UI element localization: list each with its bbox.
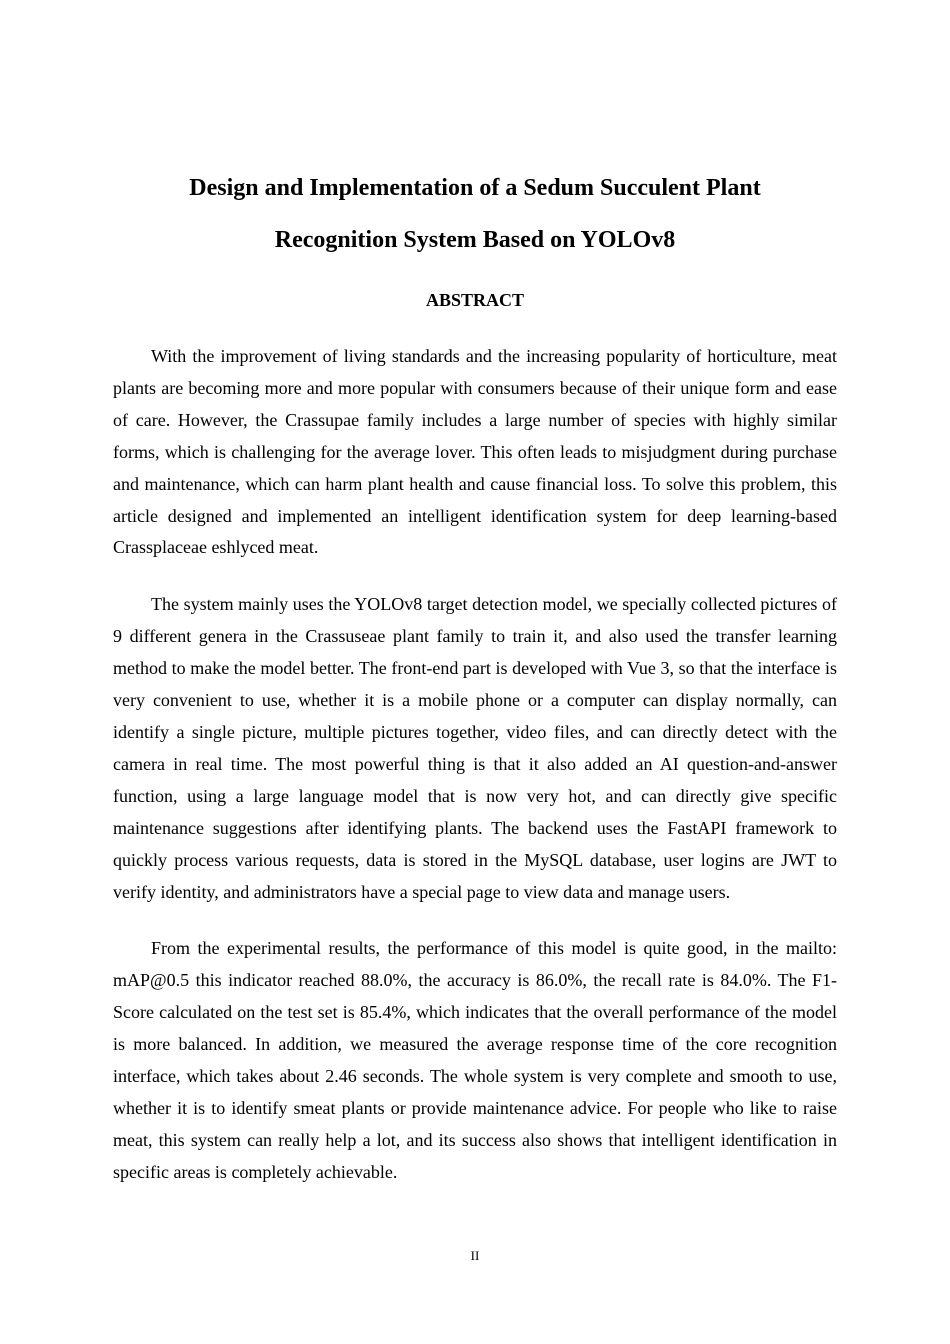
paper-title-line-2: Recognition System Based on YOLOv8 — [274, 227, 676, 253]
page-number: II — [470, 1248, 480, 1263]
abstract-paragraph-3: From the experimental results, the performance of this model is quite good, in the mailto: mAP@0.5 this indicator reached 88.0%, the accuracy is 86.0%, the recall rate is 84.0%. The F1-Score calculated on the test set is 85.4%, which indicates that the overall performance of the model is more balanced. In addition, we measured the average response time of the core recognition interface, which takes about 2.46 seconds. The whole system is very complete and smooth to use, whether it is to identify smeat plants or provide maintenance advice. For people who like to raise meat, this system can really help a lot, and its success also shows that intelligent identification in specific areas is completely achievable. — [113, 938, 837, 1182]
abstract-heading: ABSTRACT — [425, 290, 525, 310]
abstract-paragraph-2: The system mainly uses the YOLOv8 target detection model, we specially collected pictures of 9 different genera in the Crassuseae plant family to train it, and also used the transfer learning method to make the model better. The front-end part is developed with Vue 3, so that the interface is very convenient to use, whether it is a mobile phone or a computer can display normally, can identify a single picture, multiple pictures together, video files, and can directly detect with the camera in real time. The most powerful thing is that it also added an AI question-and-answer function, using a large language model that is now very hot, and can directly give specific maintenance suggestions after identifying plants. The backend uses the FastAPI framework to quickly process various requests, data is stored in the MySQL database, user logins are JWT to verify identity, and administrators have a special page to view data and manage users. — [113, 594, 837, 902]
abstract-body — [113, 341, 837, 1214]
abstract-paragraph-1: With the improvement of living standards and the increasing popularity of horticulture, meat plants are becoming more and more popular with consumers because of their unique form and ease of care. However, the Crassupae family includes a large number of species with highly similar forms, which is challenging for the average lover. This often leads to misjudgment during purchase and maintenance, which can harm plant health and cause financial loss. To solve this problem, this article designed and implemented an intelligent identification system for deep learning-based Crassplaceae eshlyced meat. — [113, 346, 837, 558]
paper-title-line-1: Design and Implementation of a Sedum Succulent Plant — [189, 175, 761, 201]
